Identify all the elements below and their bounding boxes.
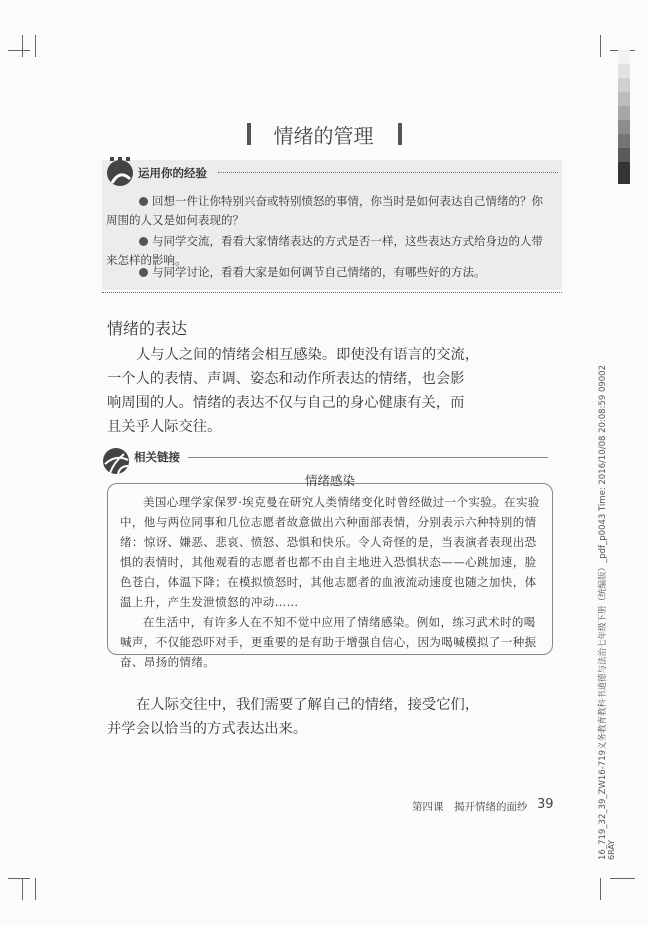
dotted-rule (218, 172, 558, 173)
experience-heading: 运用你的经验 (138, 166, 207, 180)
body-line: 一个人的表情、声调、姿态和动作所表达的情绪，也会影 (107, 371, 465, 387)
link-line: 惧的表情时，其他观看的志愿者也都不由自主地进入恐惧状态——心跳加速，脸 (120, 555, 537, 569)
body-line: 且关乎人际交往。 (107, 419, 222, 435)
link-line: 中，他与两位同事和几位志愿者故意做出六种面部表情，分别表示六种特别的情 (120, 515, 537, 529)
margin-code: 6RAY (607, 839, 616, 860)
experience-line: 来怎样的影响。 (106, 253, 187, 267)
link-box-title: 情绪感染 (304, 473, 355, 488)
bullet-icon (139, 237, 148, 246)
experience-line: 与同学交流，看看大家情绪表达的方式是否一样，这些表达方式给身边的人带 (152, 234, 543, 248)
crop-mark (600, 878, 601, 900)
experience-line: 周围的人又是如何表现的？ (106, 213, 244, 227)
experience-line: 与同学讨论，看看大家是如何调节自己情绪的，有哪些好的方法。 (152, 265, 486, 279)
bullet-icon (139, 197, 148, 206)
lesson-footer: 第四课 揭开情绪的面纱 (412, 801, 528, 813)
link-line: 绪：惊讶、嫌恶、悲哀、愤怒、恐惧和快乐。令人奇怪的是，当表演者表现出恐 (120, 535, 537, 549)
title-bar-right (398, 123, 402, 145)
crop-mark (22, 878, 23, 900)
crop-mark (8, 878, 30, 879)
page-title: 情绪的管理 (273, 124, 374, 148)
link-line: 温上升，产生发泄愤怒的冲动…… (120, 595, 299, 609)
section-heading: 情绪的表达 (107, 319, 188, 338)
crop-mark (22, 35, 23, 57)
link-line: 喊声，不仅能恐吓对手，更重要的是有助于增强自信心，因为喝喊模拟了一种振 (120, 635, 537, 649)
link-heading: 相关链接 (134, 450, 180, 464)
closing-line: 并学会以恰当的方式表达出来。 (107, 721, 308, 737)
link-line: 美国心理学家保罗·埃克曼在研究人类情绪变化时曾经做过一个实验。在实验 (143, 495, 540, 509)
body-line: 响周围的人。情绪的表达不仅与自己的身心健康有关，而 (107, 395, 465, 411)
crop-mark (8, 50, 30, 51)
link-line: 奋、昂扬的情绪。 (120, 655, 216, 669)
margin-note: 16_719_32_39_ZW16-719义务教育教科书道德与法治七年级下册（统编版）_pdf_p0043 Time: 2016/10/08 20:08:59 09002 (598, 365, 608, 860)
link-line: 色苍白，体温下降；在模拟愤怒时，其他志愿者的血液流动速度也随之加快，体 (120, 575, 537, 589)
link-line: 在生活中，有许多人在不知不觉中应用了情绪感染。例如，练习武术时的喝 (143, 615, 536, 629)
dotted-rule (102, 292, 562, 293)
experience-line: 回想一件让你特别兴奋或特别愤怒的事情，你当时是如何表达自己情绪的？你 (152, 194, 543, 208)
bullet-icon (139, 268, 148, 277)
crop-mark (35, 35, 36, 57)
closing-line: 在人际交往中，我们需要了解自己的情绪，接受它们， (136, 697, 480, 713)
page-number: 39 (537, 797, 554, 812)
link-rule (188, 457, 548, 458)
crop-mark (600, 35, 601, 57)
crop-mark (610, 878, 635, 879)
experience-icon (104, 155, 136, 187)
crop-mark (35, 878, 36, 900)
body-line: 人与人之间的情绪会相互感染。即使没有语言的交流， (136, 347, 480, 363)
